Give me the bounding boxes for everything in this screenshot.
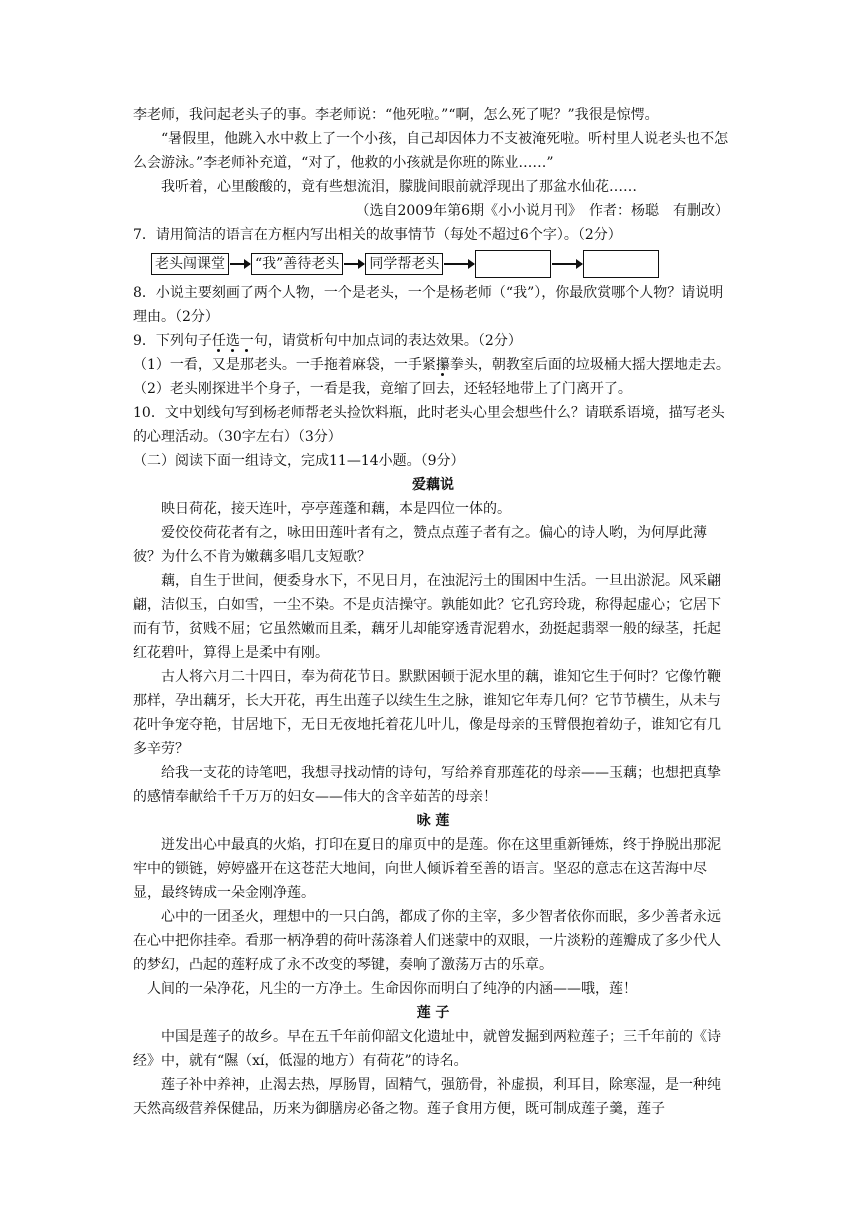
emphasis-dot-char: 一 <box>239 333 254 349</box>
question-9: 9．下列句子任选一句，请赏析句中加点词的表达效果。（2分） <box>133 333 522 349</box>
question-7: 7．请用简洁的语言在方框内写出相关的故事情节（每处不超过6个字）。（2分） <box>133 227 622 243</box>
section-2-heading: （二）阅读下面一组诗文，完成11—14小题。（9分） <box>133 453 465 469</box>
arrow-icon <box>344 263 364 265</box>
emphasis-dot-char: 任 <box>211 333 226 349</box>
emphasis-dot-char: 选 <box>225 333 240 349</box>
essay-paragraph: 中国是莲子的故乡。早在五千年前仰韶文化遗址中，就曾发掘到两粒莲子；三千年前的《诗经》中，就有“隰（xí，低湿的地方）有荷花”的诗名。 <box>133 1029 721 1069</box>
blank-answer-box[interactable] <box>583 250 659 278</box>
essay-paragraph: 古人将六月二十四日，奉为荷花节日。默默困顿于泥水里的藕，谁知它生于何时？它像竹鞭那样，孕出藕牙，长大开花，再生出莲子以续生生之脉，谁知它年寿几何？它节节横生，从未与花叶争宠夺艳，甘居地下，无日无夜地托着花儿叶儿，像是母亲的玉臂偎抱着幼子，谁知它有几多辛劳？ <box>133 669 721 757</box>
emphasis-dot-char: 攥 <box>435 357 450 373</box>
essay-paragraph: 心中的一团圣火，理想中的一只白鸽，都成了你的主宰，多少智者依你而眠，多少善者永远在心中把你挂牵。看那一柄净碧的荷叶荡涤着人们迷蒙中的双眼，一片淡粉的莲瓣成了多少代人的梦幻，凸起的莲籽成了永不改变的琴键，奏响了激荡万古的乐章。 <box>133 909 721 973</box>
story-paragraph: 我听着，心里酸酸的，竟有些想流泪，朦胧间眼前就浮现出了那盆水仙花…… <box>161 179 637 195</box>
essay-paragraph: 藕，自生于世间，便委身水下，不见日月，在浊泥污土的围困中生活。一旦出淤泥。风采翩翩，洁似玉，白如雪，一尘不染。不是贞洁操守。孰能如此？它孔窍玲珑，称得起虚心；它居下而有节，贫贱不屈；它虽然嫩而且柔，藕牙儿却能穿透青泥碧水，劲挺起翡翠一般的绿茎，托起红花碧叶，算得上是柔中有刚。 <box>133 573 721 661</box>
story-paragraph: “暑假里，他跳入水中救上了一个小孩，自己却因体力不支被淹死啦。听村里人说老头也不怎么会游泳。”李老师补充道，“对了，他救的小孩就是你班的陈业……” <box>133 131 729 171</box>
plot-flowchart <box>151 249 733 279</box>
question-8: 8．小说主要刻画了两个人物，一个是老头，一个是杨老师（“我”），你最欣赏哪个人物？请说明理由。（2分） <box>133 285 724 325</box>
essay-paragraph: 迸发出心中最真的火焰，打印在夏日的扉页中的是莲。你在这里重新锤炼，终于挣脱出那泥牢中的锁链，婷婷盛开在这苍茫大地间，向世人倾诉着至善的语言。坚忍的意志在这苦海中尽显，最终铸成一朵金刚净莲。 <box>133 837 721 901</box>
story-source: （选自2009年第6期《小小说月刊》 作者：杨聪 有删改） <box>355 203 729 219</box>
arrow-icon <box>552 263 582 265</box>
essay-paragraph: 映日荷花，接天连叶，亭亭莲蓬和藕，本是四位一体的。 <box>161 501 511 517</box>
question-9-sentence-2: （2）老头刚探进半个身子，一看是我，竟缩了回去，还轻轻地带上了门离开了。 <box>133 381 632 397</box>
essay-paragraph: 人间的一朵净花，凡尘的一方净土。生命因你而明白了纯净的内涵——哦，莲！ <box>147 981 637 997</box>
story-paragraph: 李老师，我问起老头子的事。李老师说：“他死啦。”“啊，怎么死了呢？”我很是惊愕。 <box>133 107 659 123</box>
essay-title: 咏 莲 <box>416 813 450 829</box>
question-10: 10．文中划线句写到杨老师帮老头捡饮料瓶，此时老头心里会想些什么？请联系语境，描写老头的心理活动。（30字左右）（3分） <box>133 405 725 445</box>
plot-box: 同学帮老头 <box>365 253 443 275</box>
essay-paragraph: 给我一支花的诗笔吧，我想寻找动情的诗句，写给养育那莲花的母亲——玉藕；也想把真挚的感情奉献给千千万万的妇女——伟大的含辛茹苦的母亲！ <box>133 765 721 805</box>
page-content <box>133 103 733 1121</box>
question-9-sentence-1: （1）一看，又是那老头。一手拖着麻袋，一手紧攥拳头，朝教室后面的垃圾桶大摇大摆地走去。 <box>133 357 730 373</box>
blank-answer-box[interactable] <box>475 250 551 278</box>
arrow-icon <box>444 263 474 265</box>
essay-paragraph: 莲子补中养神，止渴去热，厚肠胃，固精气，强筋骨，补虚损，利耳目，除寒湿，是一种纯天然高级营养保健品，历来为御膳房必备之物。莲子食用方便，既可制成莲子羹，莲子 <box>133 1077 721 1117</box>
plot-box: 老头闯课堂 <box>151 253 229 275</box>
essay-title: 爱藕说 <box>412 477 454 493</box>
essay-title: 莲 子 <box>416 1005 450 1021</box>
essay-paragraph: 爱佼佼荷花者有之，咏田田莲叶者有之，赞点点莲子者有之。偏心的诗人哟，为何厚此薄彼？为什么不肯为嫩藕多唱几支短歌？ <box>133 525 707 565</box>
arrow-icon <box>230 263 250 265</box>
plot-box: “我”善待老头 <box>251 253 343 275</box>
